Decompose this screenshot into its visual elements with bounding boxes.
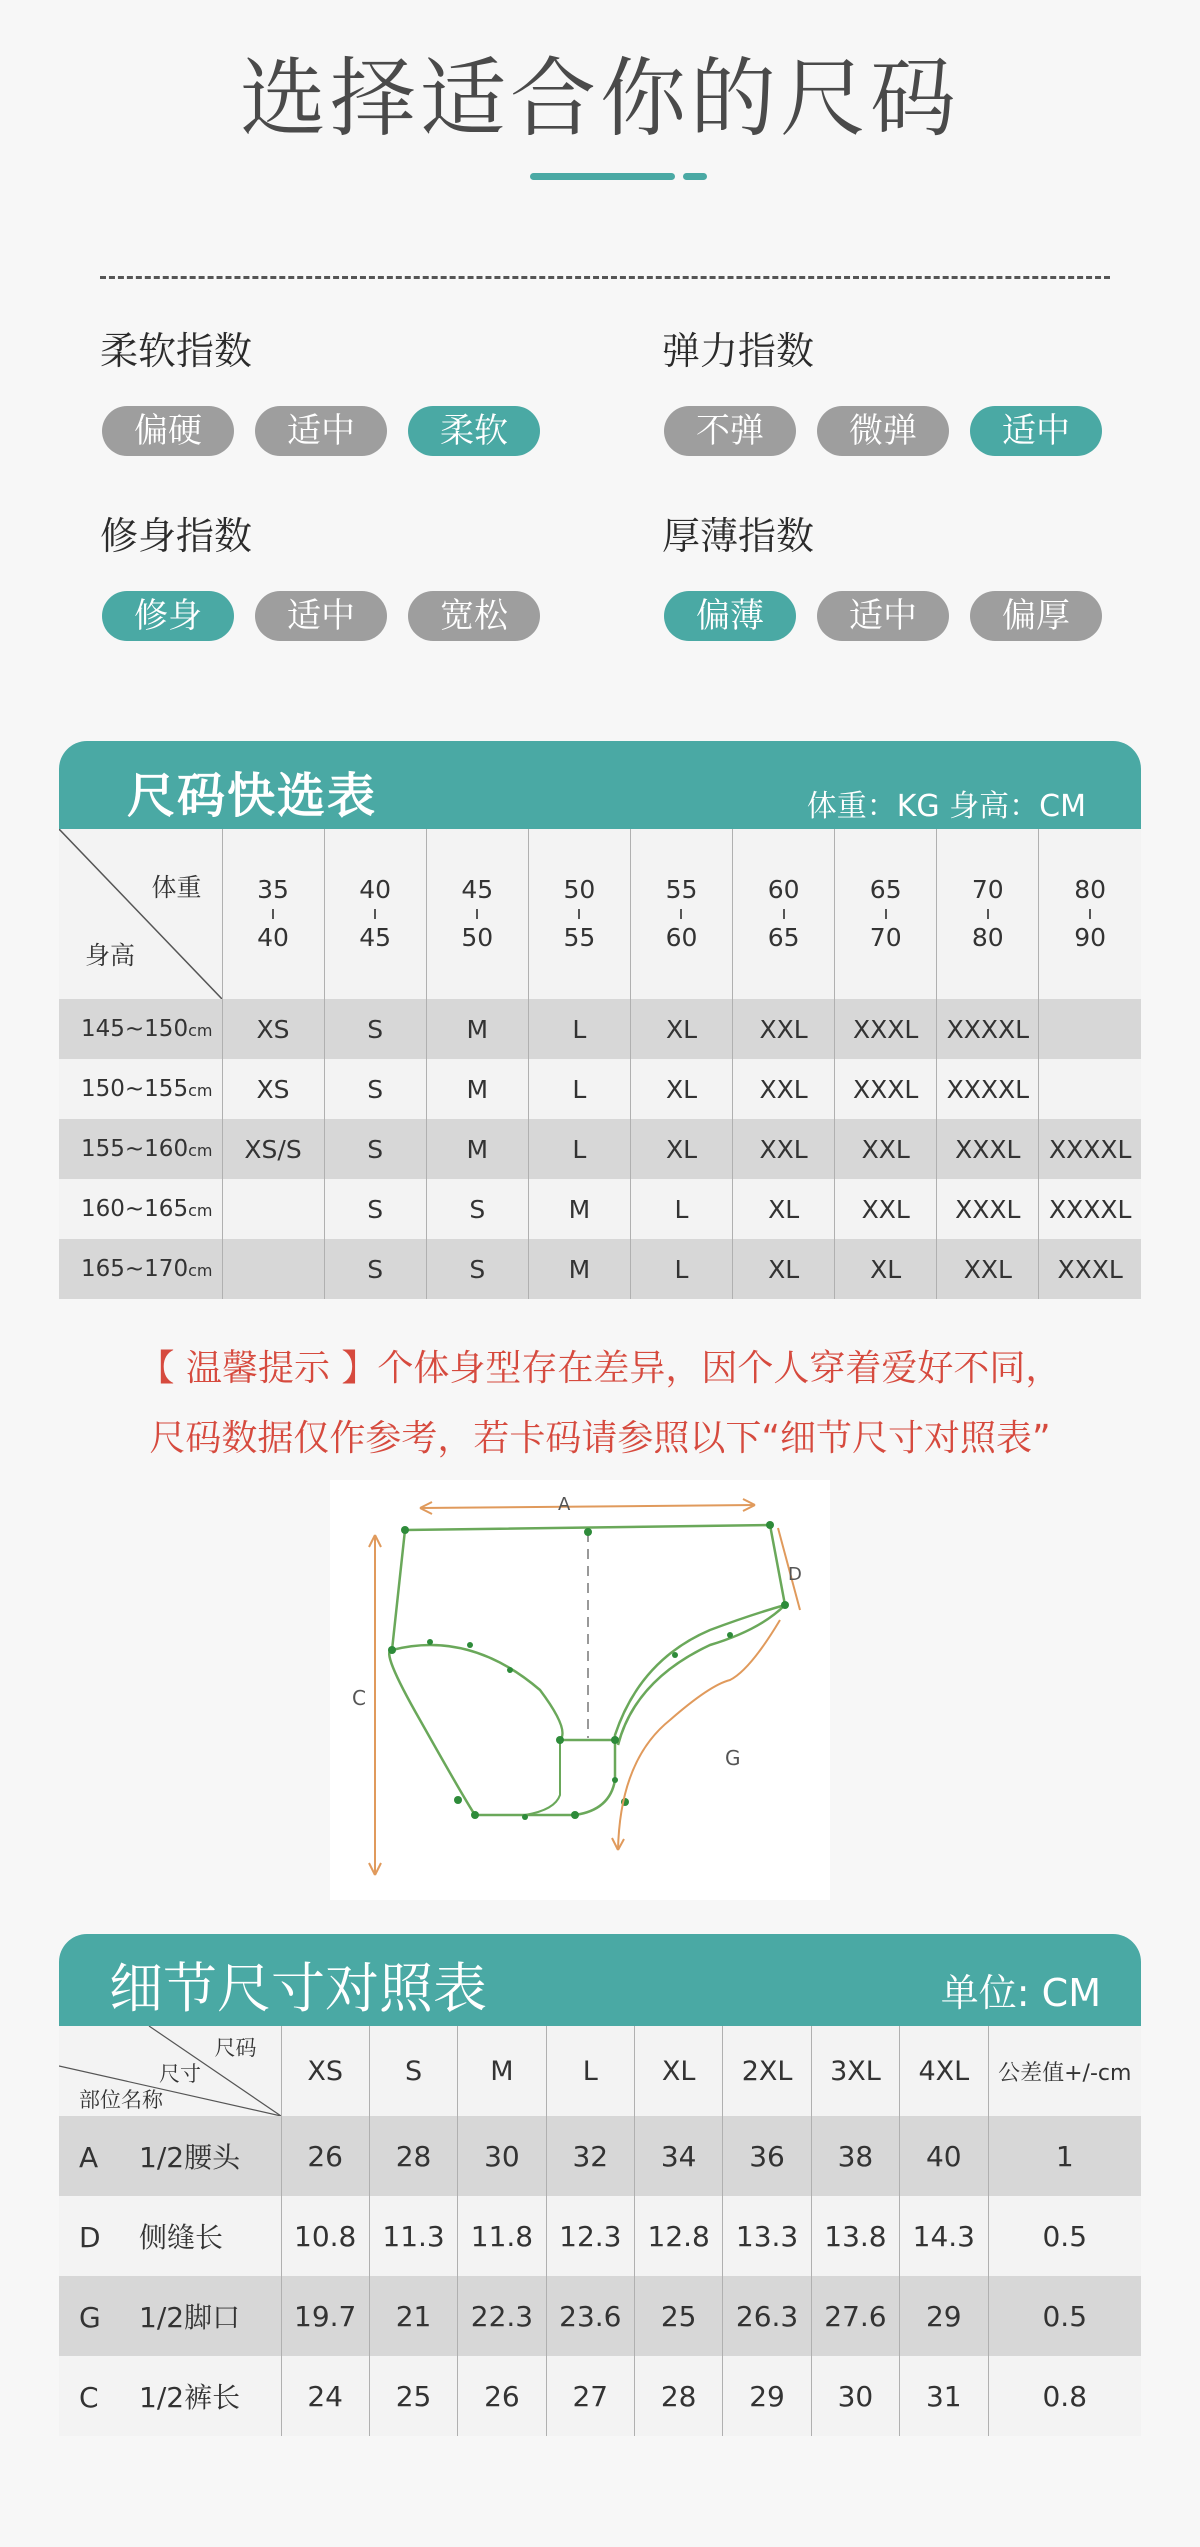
diagram-label-d: D (788, 1564, 802, 1585)
size-header: M (458, 2026, 546, 2116)
weight-max: 90 (1074, 923, 1107, 952)
diagram-label-c: C (352, 1686, 366, 1710)
height-unit: cm (188, 1261, 213, 1280)
size-cell: XL (835, 1239, 937, 1299)
height-range: 145~150 (81, 1016, 189, 1042)
size-header: 3XL (811, 2026, 899, 2116)
measure-cell: 27.6 (811, 2276, 899, 2356)
height-unit: cm (188, 1201, 213, 1220)
size-header: 4XL (900, 2026, 988, 2116)
measure-cell: 24 (281, 2356, 369, 2436)
weight-max: 60 (665, 923, 698, 952)
weight-max: 55 (563, 923, 596, 952)
measure-cell: 32 (546, 2116, 634, 2196)
size-cell: M (528, 1179, 630, 1239)
weight-min: 65 (869, 875, 902, 905)
height-range-cell (59, 1239, 222, 1299)
range-tick (272, 909, 274, 919)
size-header: S (369, 2026, 457, 2116)
size-cell: L (528, 1119, 630, 1179)
measure-cell: 13.3 (723, 2196, 811, 2276)
size-cell: M (426, 999, 528, 1059)
measure-cell: 28 (635, 2356, 723, 2436)
chip-elasticity-1: 微弹 (817, 406, 949, 456)
weight-min: 35 (257, 875, 289, 905)
size-cell: XXXL (937, 1179, 1039, 1239)
size-cell: XXL (835, 1119, 937, 1179)
index-label: 弹力指数 (662, 329, 815, 373)
weight-min: 40 (359, 875, 392, 905)
part-name: 侧缝长 (139, 2221, 224, 2254)
measure-cell: 40 (900, 2116, 988, 2196)
size-cell: S (324, 999, 426, 1059)
measure-cell: 22.3 (458, 2276, 546, 2356)
size-cell: XXL (733, 1119, 835, 1179)
weight-min: 45 (461, 875, 494, 905)
size-cell: XXXL (835, 999, 937, 1059)
size-cell: XL (630, 1119, 732, 1179)
quick-table-header (59, 741, 1141, 829)
size-cell: S (426, 1239, 528, 1299)
measure-cell: 29 (900, 2276, 988, 2356)
range-tick (578, 909, 580, 919)
table-row (59, 2356, 1141, 2436)
measure-cell: 25 (369, 2356, 457, 2436)
measure-cell: 23.6 (546, 2276, 634, 2356)
diagram-label-a: A (558, 1494, 571, 1515)
height-range: 155~160 (81, 1136, 189, 1162)
weight-max: 80 (971, 923, 1004, 952)
height-unit: cm (188, 1141, 213, 1160)
size-cell: XXXXL (1039, 1179, 1141, 1239)
measure-cell: 26.3 (723, 2276, 811, 2356)
measure-cell: 12.3 (546, 2196, 634, 2276)
measure-cell: 29 (723, 2356, 811, 2436)
size-cell: XL (733, 1239, 835, 1299)
range-tick (680, 909, 682, 919)
size-cell: XS (222, 1059, 324, 1119)
part-cell (59, 2196, 281, 2276)
size-cell: L (630, 1179, 732, 1239)
measure-cell: 12.8 (635, 2196, 723, 2276)
tip-line-1: 【 温馨提示 】个体身型存在差异，因个人穿着爱好不同， (138, 1348, 1062, 1389)
size-cell: XXXL (937, 1119, 1039, 1179)
height-range-cell (59, 1059, 222, 1119)
index-label: 柔软指数 (100, 329, 253, 373)
size-cell: L (528, 999, 630, 1059)
part-cell (59, 2276, 281, 2356)
weight-range-header (733, 829, 835, 999)
weight-max: 45 (359, 923, 392, 952)
tolerance-cell: 0.8 (988, 2356, 1141, 2436)
weight-range-header (324, 829, 426, 999)
detail-corner-cell (59, 2026, 281, 2116)
range-tick (885, 909, 887, 919)
part-cell (59, 2356, 281, 2436)
size-cell: L (528, 1059, 630, 1119)
measure-cell: 26 (281, 2116, 369, 2196)
quick-table-title: 尺码快选表 (127, 768, 378, 824)
chip-elasticity-0: 不弹 (664, 406, 796, 456)
corner-cell (59, 829, 222, 999)
size-cell: M (426, 1119, 528, 1179)
weight-max: 40 (257, 923, 289, 952)
size-header: L (546, 2026, 634, 2116)
detail-table-title: 细节尺寸对照表 (109, 1957, 487, 2020)
index-label: 修身指数 (100, 514, 253, 558)
diagram-label-g: G (725, 1746, 741, 1770)
size-cell: XXL (733, 999, 835, 1059)
chip-elasticity-2-selected: 适中 (970, 406, 1102, 456)
size-header: XL (635, 2026, 723, 2116)
index-group-softness (100, 320, 600, 460)
size-cell (1039, 999, 1141, 1059)
part-cell (59, 2116, 281, 2196)
size-cell: XXXXL (1039, 1119, 1141, 1179)
height-range-cell (59, 1119, 222, 1179)
size-cell: XXXL (835, 1059, 937, 1119)
quick-table-unit: 体重：KG 身高：CM (806, 789, 1086, 824)
weight-range-header (630, 829, 732, 999)
corner-weight-label: 体重 (151, 873, 202, 902)
table-row (59, 1239, 1141, 1299)
weight-max: 65 (767, 923, 800, 952)
height-range-cell (59, 1179, 222, 1239)
index-group-thickness (662, 505, 1162, 645)
weight-min: 80 (1074, 875, 1107, 905)
weight-range-header (1039, 829, 1141, 999)
measure-cell: 31 (900, 2356, 988, 2436)
size-cell (222, 1179, 324, 1239)
size-cell: XXXXL (937, 999, 1039, 1059)
tolerance-cell: 0.5 (988, 2196, 1141, 2276)
tolerance-header: 公差值+/-cm (988, 2026, 1141, 2116)
measure-cell: 14.3 (900, 2196, 988, 2276)
chip-thickness-1: 适中 (817, 591, 949, 641)
range-tick (987, 909, 989, 919)
index-group-fit (100, 505, 600, 645)
height-range-cell (59, 999, 222, 1059)
weight-max: 50 (461, 923, 494, 952)
size-cell: S (426, 1179, 528, 1239)
table-row (59, 1179, 1141, 1239)
measure-cell: 25 (635, 2276, 723, 2356)
measure-cell: 28 (369, 2116, 457, 2196)
corner-size-label: 尺码 (214, 2036, 257, 2060)
tolerance-cell: 0.5 (988, 2276, 1141, 2356)
table-row (59, 1059, 1141, 1119)
size-cell: XL (630, 999, 732, 1059)
weight-max: 70 (869, 923, 902, 952)
chip-fit-1: 适中 (255, 591, 387, 641)
range-tick (374, 909, 376, 919)
size-cell: XL (733, 1179, 835, 1239)
dashed-divider (100, 276, 1110, 279)
measure-cell: 10.8 (281, 2196, 369, 2276)
size-cell: XXXL (1039, 1239, 1141, 1299)
diagram-background (330, 1480, 830, 1900)
chip-softness-0: 偏硬 (102, 406, 234, 456)
part-name: 1/2腰头 (139, 2141, 241, 2174)
range-tick (783, 909, 785, 919)
height-unit: cm (188, 1081, 213, 1100)
detail-table-unit: 单位: CM (940, 1971, 1101, 2015)
chip-softness-2-selected: 柔软 (408, 406, 540, 456)
corner-diagonal (59, 829, 222, 999)
weight-range-header (937, 829, 1039, 999)
part-name: 1/2裤长 (139, 2381, 241, 2414)
index-group-elasticity (662, 320, 1162, 460)
range-tick (1089, 909, 1091, 919)
title-underline-dot (683, 173, 707, 180)
size-cell: L (630, 1239, 732, 1299)
height-range: 160~165 (81, 1196, 189, 1222)
table-row (59, 1119, 1141, 1179)
measure-cell: 11.8 (458, 2196, 546, 2276)
corner-part-label: 部位名称 (79, 2088, 163, 2112)
weight-min: 60 (767, 875, 800, 905)
table-row (59, 2116, 1141, 2196)
size-cell: XXXXL (937, 1059, 1039, 1119)
table-row (59, 999, 1141, 1059)
size-cell (1039, 1059, 1141, 1119)
measure-cell: 30 (811, 2356, 899, 2436)
measure-cell: 21 (369, 2276, 457, 2356)
measure-cell: 26 (458, 2356, 546, 2436)
detail-size-table (59, 2026, 1141, 2436)
weight-min: 55 (665, 875, 698, 905)
measure-cell: 11.3 (369, 2196, 457, 2276)
table-row (59, 2196, 1141, 2276)
detail-table-header (59, 1934, 1141, 2026)
table-row (59, 2276, 1141, 2356)
detail-table-head-row (59, 2026, 1141, 2116)
size-cell (222, 1239, 324, 1299)
size-cell: S (324, 1239, 426, 1299)
quick-size-table (59, 829, 1141, 1299)
measure-cell: 13.8 (811, 2196, 899, 2276)
part-code: D (79, 2221, 101, 2254)
size-cell: S (324, 1059, 426, 1119)
size-cell: XL (630, 1059, 732, 1119)
weight-min: 70 (971, 875, 1004, 905)
measure-cell: 38 (811, 2116, 899, 2196)
part-code: G (79, 2301, 101, 2334)
page-title: 选择适合你的尺码 (240, 49, 960, 149)
size-header: 2XL (723, 2026, 811, 2116)
height-range: 165~170 (81, 1256, 189, 1282)
size-cell: XXL (733, 1059, 835, 1119)
measure-cell: 36 (723, 2116, 811, 2196)
measure-cell: 19.7 (281, 2276, 369, 2356)
size-cell: XS/S (222, 1119, 324, 1179)
weight-range-header (835, 829, 937, 999)
briefs-measurement-diagram (330, 1480, 830, 1900)
measure-cell: 27 (546, 2356, 634, 2436)
weight-range-header (528, 829, 630, 999)
index-label: 厚薄指数 (662, 514, 815, 558)
size-cell: XXL (937, 1239, 1039, 1299)
chip-fit-2: 宽松 (408, 591, 540, 641)
part-name: 1/2脚口 (139, 2301, 241, 2334)
weight-range-header (426, 829, 528, 999)
title-underline (530, 173, 675, 180)
weight-min: 50 (563, 875, 596, 905)
part-code: A (79, 2141, 99, 2174)
chip-softness-1: 适中 (255, 406, 387, 456)
size-cell: M (426, 1059, 528, 1119)
corner-dim-label: 尺寸 (159, 2062, 201, 2086)
measure-cell: 30 (458, 2116, 546, 2196)
chip-thickness-0-selected: 偏薄 (664, 591, 796, 641)
height-range: 150~155 (81, 1076, 189, 1102)
chip-thickness-2: 偏厚 (970, 591, 1102, 641)
quick-table-head-row (59, 829, 1141, 999)
chip-fit-0-selected: 修身 (102, 591, 234, 641)
size-cell: XS (222, 999, 324, 1059)
size-cell: S (324, 1179, 426, 1239)
part-code: C (79, 2381, 99, 2414)
size-cell: S (324, 1119, 426, 1179)
range-tick (476, 909, 478, 919)
height-unit: cm (188, 1021, 213, 1040)
size-cell: M (528, 1239, 630, 1299)
tolerance-cell: 1 (988, 2116, 1141, 2196)
weight-range-header (222, 829, 324, 999)
corner-height-label: 身高 (85, 941, 136, 970)
size-cell: XXL (835, 1179, 937, 1239)
tip-line-2: 尺码数据仅作参考，若卡码请参照以下“细节尺寸对照表” (149, 1418, 1051, 1459)
measure-cell: 34 (635, 2116, 723, 2196)
size-header: XS (281, 2026, 369, 2116)
